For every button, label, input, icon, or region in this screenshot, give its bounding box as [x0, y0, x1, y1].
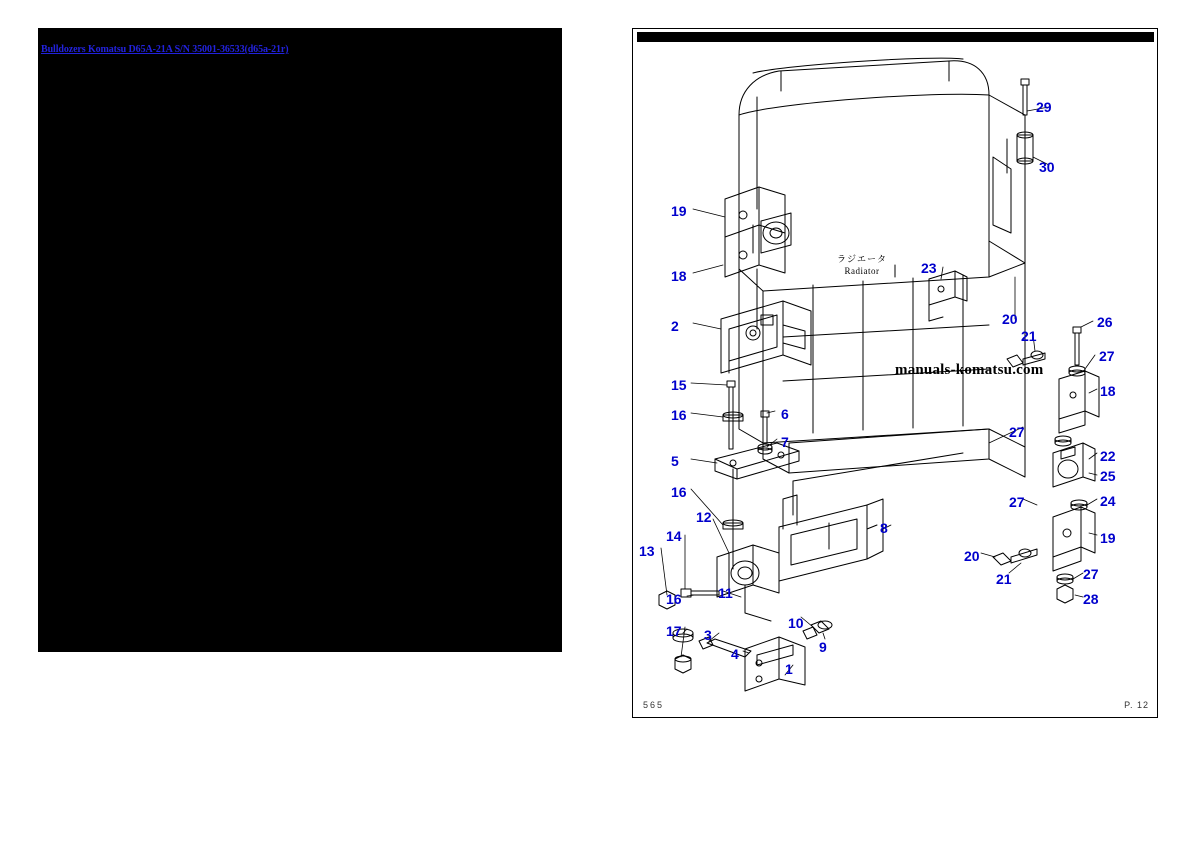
callout-16-b: 16 — [671, 484, 687, 500]
callout-5: 5 — [671, 453, 679, 469]
callout-1: 1 — [785, 661, 793, 677]
callout-27-d: 27 — [1083, 566, 1099, 582]
callout-24: 24 — [1100, 493, 1116, 509]
callout-16-c: 16 — [666, 591, 682, 607]
callout-6: 6 — [781, 406, 789, 422]
callout-17: 17 — [666, 623, 682, 639]
callout-23: 23 — [921, 260, 937, 276]
callout-27-a: 27 — [1099, 348, 1115, 364]
callout-4: 4 — [731, 646, 739, 662]
callout-25: 25 — [1100, 468, 1116, 484]
callout-14: 14 — [666, 528, 682, 544]
callout-7: 7 — [781, 434, 789, 450]
callout-12: 12 — [696, 509, 712, 525]
diagram-footer-page: P. 12 — [1124, 700, 1149, 710]
callout-21-lower: 21 — [996, 571, 1012, 587]
callout-20-upper: 20 — [1002, 311, 1018, 327]
callout-15: 15 — [671, 377, 687, 393]
breadcrumb-link[interactable]: Bulldozers Komatsu D65A-21A S/N 35001-36533(d65a-21r) — [41, 44, 289, 55]
callout-2: 2 — [671, 318, 679, 334]
callout-20-lower: 20 — [964, 548, 980, 564]
callout-26: 26 — [1097, 314, 1113, 330]
callout-18-right: 18 — [1100, 383, 1116, 399]
callout-13: 13 — [639, 543, 655, 559]
radiator-label: ラジエータ Radiator — [837, 255, 888, 277]
callout-11: 11 — [718, 585, 733, 601]
callout-8: 8 — [880, 520, 888, 536]
callout-18-left: 18 — [671, 268, 687, 284]
callout-22: 22 — [1100, 448, 1116, 464]
callout-21-upper: 21 — [1021, 328, 1037, 344]
callout-19-right: 19 — [1100, 530, 1116, 546]
callout-27-c: 27 — [1009, 494, 1025, 510]
thumbnail-preview-panel — [38, 28, 562, 652]
callout-27-b: 27 — [1009, 424, 1025, 440]
callout-16-a: 16 — [671, 407, 687, 423]
callout-10: 10 — [788, 615, 804, 631]
callout-3: 3 — [704, 627, 712, 643]
callout-29: 29 — [1036, 99, 1052, 115]
watermark-text: manuals-komatsu.com — [895, 362, 1044, 378]
callout-30: 30 — [1039, 159, 1055, 175]
parts-diagram-panel — [632, 28, 1158, 718]
callout-9: 9 — [819, 639, 827, 655]
callout-19-left: 19 — [671, 203, 687, 219]
diagram-footer-left: 565 — [643, 700, 665, 710]
callout-28: 28 — [1083, 591, 1099, 607]
